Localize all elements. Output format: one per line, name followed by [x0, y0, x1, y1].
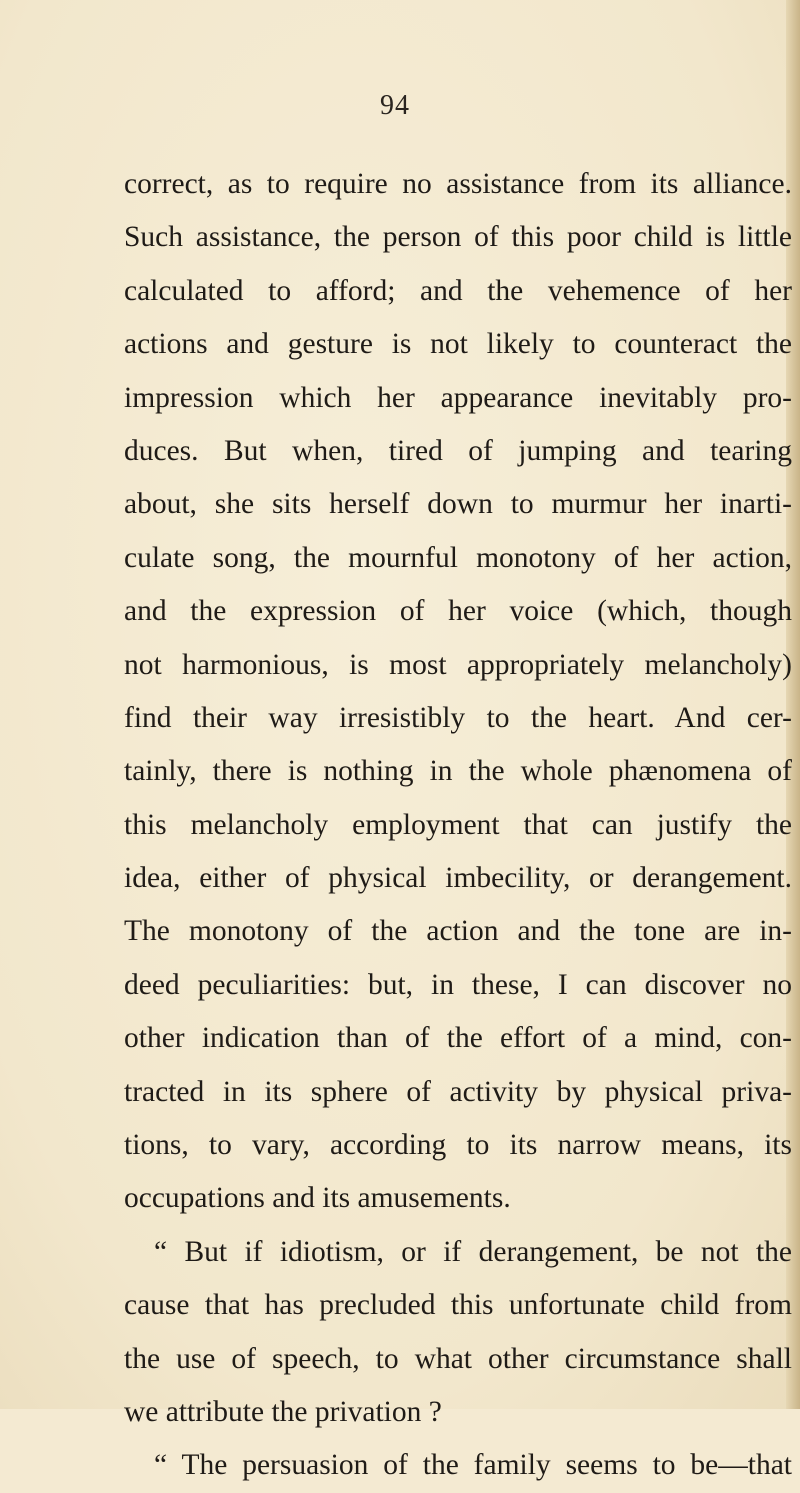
text-line: not harmonious, is most appropriately melancholy) [124, 648, 792, 681]
text-line: tracted in its sphere of activity by physical priva- [124, 1075, 792, 1108]
text-line: correct, as to require no assistance from its alliance. [124, 168, 792, 200]
text-line: “ But if idiotism, or if derangement, be not the [154, 1235, 792, 1268]
text-line: “ The persuasion of the family seems to be—that [154, 1449, 792, 1482]
page-number: 94 [380, 90, 410, 121]
text-line: actions and gesture is not likely to counteract the [124, 328, 792, 361]
text-line: duces. But when, tired of jumping and tearing [124, 434, 792, 467]
text-line: cause that has precluded this unfortunate child from [124, 1289, 792, 1322]
text-line: idea, either of physical imbecility, or derangement. [124, 862, 792, 895]
text-line: impression which her appearance inevitably pro- [124, 381, 792, 414]
text-line: and the expression of her voice (which, though [124, 595, 792, 628]
text-line: tainly, there is nothing in the whole phænomena of [124, 755, 792, 788]
body-text [124, 158, 792, 1493]
text-line: occupations and its amusements. [124, 1182, 511, 1215]
text-line: Such assistance, the person of this poor child is little [124, 221, 792, 254]
text-line: calculated to afford; and the vehemence of her [124, 274, 792, 307]
text-line: we attribute the privation ? [124, 1395, 442, 1428]
text-line: deed peculiarities: but, in these, I can discover no [124, 968, 792, 1001]
text-line: about, she sits herself down to murmur her inarti- [124, 488, 792, 521]
text-line: other indication than of the effort of a mind, con- [124, 1022, 792, 1055]
text-line: this melancholy employment that can justify the [124, 808, 792, 841]
text-line: tions, to vary, according to its narrow means, its [124, 1129, 792, 1162]
text-line: find their way irresistibly to the heart. And cer- [124, 701, 792, 734]
text-line: the use of speech, to what other circumstance shall [124, 1342, 792, 1375]
text-line: The monotony of the action and the tone are in- [124, 915, 792, 948]
text-line: culate song, the mournful monotony of her action, [124, 541, 792, 574]
